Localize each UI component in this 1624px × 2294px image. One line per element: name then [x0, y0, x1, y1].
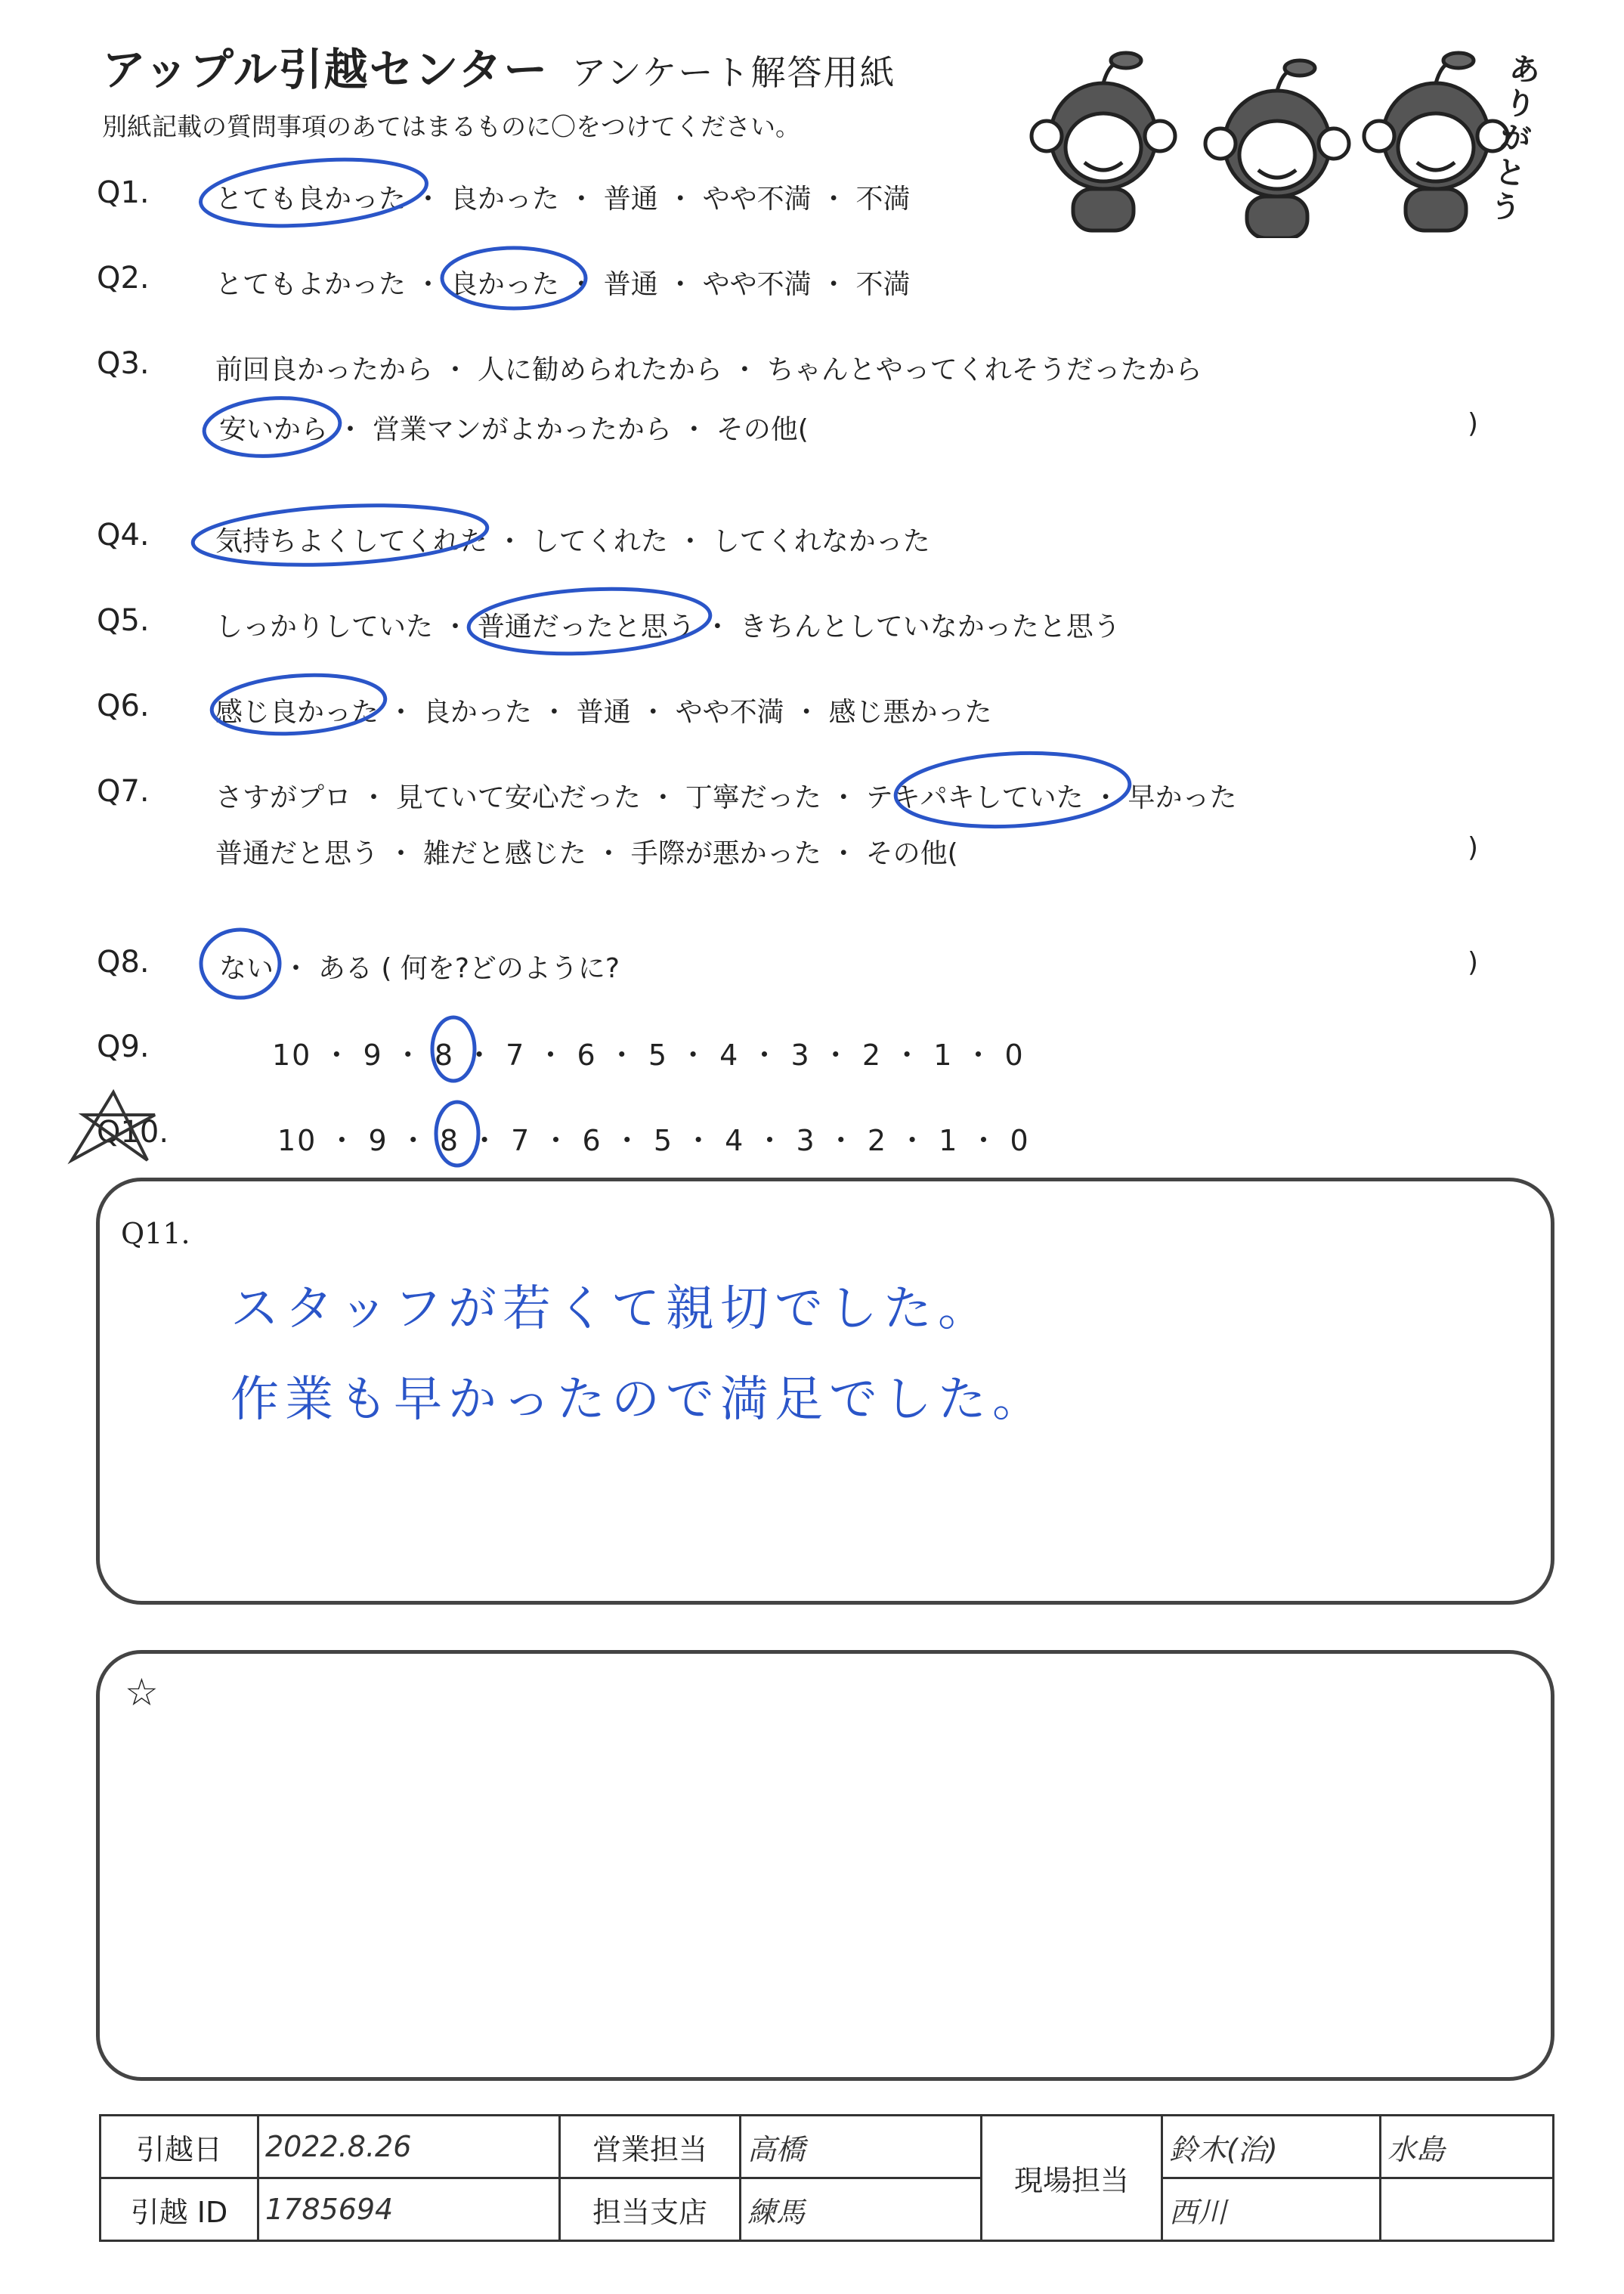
instruction-text: 別紙記載の質問事項のあてはまるものに〇をつけてください。 — [102, 112, 800, 141]
q7-label: Q7. — [97, 774, 150, 809]
form-subtitle: アンケート解答用紙 — [571, 52, 896, 93]
branch-value: 練馬 — [741, 2178, 982, 2241]
move-date-label: 引越日 — [101, 2116, 258, 2178]
sales-value: 高橋 — [741, 2116, 982, 2178]
site-label: 現場担当 — [982, 2116, 1162, 2241]
sales-label: 営業担当 — [560, 2116, 741, 2178]
footer-table — [99, 2114, 1554, 2242]
q6-label: Q6. — [97, 689, 150, 723]
q5-options[interactable]: しっかりしていた ・ 普通だったと思う ・ きちんとしていなかったと思う — [215, 611, 1121, 642]
free-comment-box[interactable] — [96, 1650, 1554, 2081]
q10-scale[interactable]: 10 ・ 9 ・ 8 ・ 7 ・ 6 ・ 5 ・ 4 ・ 3 ・ 2 ・ 1 ・ 0 — [277, 1124, 1030, 1157]
q3-options-line1[interactable]: 前回良かったから ・ 人に勧められたから ・ ちゃんとやってくれそうだったから — [215, 354, 1202, 385]
q11-answer-line1: スタッフが若くて親切でした。 — [230, 1281, 992, 1337]
q9-label: Q9. — [97, 1029, 150, 1064]
q8-options[interactable]: ない ・ ある ( 何を?どのように? — [219, 953, 620, 984]
q3-label: Q3. — [97, 346, 150, 381]
q4-label: Q4. — [97, 518, 150, 553]
thanks-text: ありがとう — [1488, 51, 1542, 228]
move-id-label: 引越 ID — [101, 2178, 258, 2241]
q2-options[interactable]: とてもよかった ・ 良かった ・ 普通 ・ やや不満 ・ 不満 — [215, 269, 911, 300]
q7-options-line2[interactable]: 普通だと思う ・ 雑だと感じた ・ 手際が悪かった ・ その他( — [215, 838, 958, 869]
q2-label: Q2. — [97, 261, 150, 296]
q4-options[interactable]: 気持ちよくしてくれた ・ してくれた ・ してくれなかった — [215, 526, 930, 557]
q9-scale[interactable]: 10 ・ 9 ・ 8 ・ 7 ・ 6 ・ 5 ・ 4 ・ 3 ・ 2 ・ 1 ・ 0 — [272, 1039, 1025, 1072]
q3-close-paren: ) — [1468, 408, 1479, 439]
q11-answer-line2: 作業も早かったので満足でした。 — [230, 1372, 1047, 1428]
q7-close-paren: ) — [1468, 832, 1479, 863]
q1-label: Q1. — [97, 175, 150, 210]
q8-label: Q8. — [97, 945, 150, 980]
star-icon: ☆ — [125, 1670, 159, 1714]
site-staff-2: 水島 — [1381, 2116, 1554, 2178]
site-staff-empty — [1381, 2178, 1554, 2241]
mascot-illustration — [1013, 42, 1534, 238]
form-title — [102, 34, 896, 98]
q8-close-paren: ) — [1468, 947, 1479, 978]
branch-label: 担当支店 — [560, 2178, 741, 2241]
company-name: アップル引越センター — [102, 44, 549, 95]
move-date-value: 2022.8.26 — [258, 2116, 560, 2178]
q7-options-line1[interactable]: さすがプロ ・ 見ていて安心だった ・ 丁寧だった ・ テキパキしていた ・ 早かった — [215, 782, 1237, 813]
site-staff-1: 鈴木(治) — [1162, 2116, 1381, 2178]
q5-label: Q5. — [97, 603, 150, 638]
q1-options[interactable]: とても良かった ・ 良かった ・ 普通 ・ やや不満 ・ 不満 — [215, 184, 911, 215]
move-id-value: 1785694 — [258, 2178, 560, 2241]
q6-options[interactable]: 感じ良かった ・ 良かった ・ 普通 ・ やや不満 ・ 感じ悪かった — [215, 697, 992, 728]
site-staff-3: 西川 — [1162, 2178, 1381, 2241]
q10-label: Q10. — [97, 1115, 169, 1150]
q3-options-line2[interactable]: 安いから ・ 営業マンがよかったから ・ その他( — [219, 414, 809, 445]
q11-label: Q11. — [121, 1217, 190, 1250]
